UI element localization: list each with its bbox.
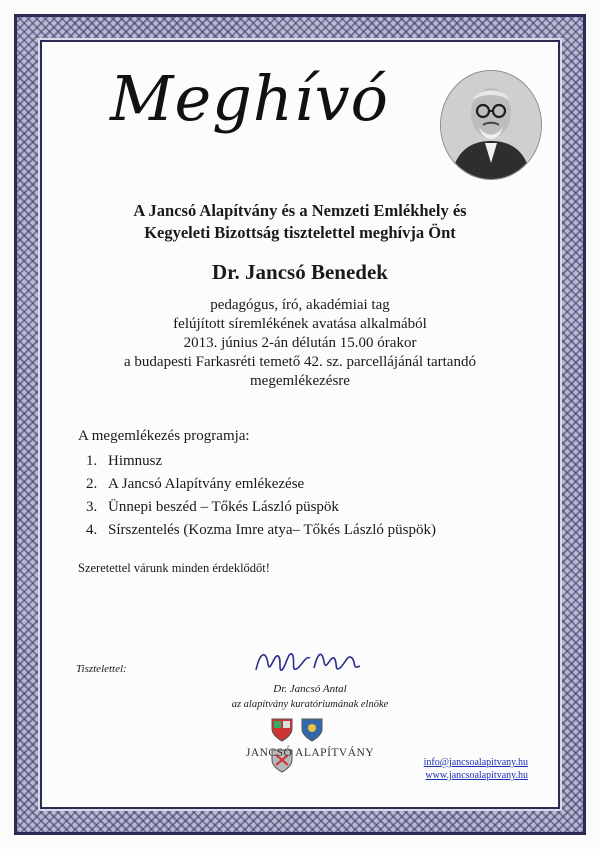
coat-of-arms-row bbox=[270, 716, 350, 742]
portrait-photo bbox=[440, 70, 542, 180]
program-item-text: Sírszentelés (Kozma Imre atya– Tőkés László püspök) bbox=[108, 522, 436, 538]
closing-regards: Tisztelettel: bbox=[76, 663, 127, 675]
heading-line: Kegyeleti Bizottság tisztelettel meghívja Önt bbox=[144, 223, 456, 242]
program-item bbox=[86, 450, 436, 473]
program-item-number: 2. bbox=[86, 476, 98, 492]
program-item-number: 1. bbox=[86, 453, 98, 469]
program-item bbox=[86, 473, 436, 496]
signer-name: Dr. Jancsó Antal bbox=[273, 683, 347, 695]
program-item bbox=[86, 519, 436, 542]
program-item-number: 3. bbox=[86, 499, 98, 515]
invitation-heading bbox=[60, 200, 540, 244]
program-item-text: Ünnepi beszéd – Tőkés László püspök bbox=[108, 499, 339, 515]
event-description bbox=[60, 296, 540, 391]
program-title: A megemlékezés programja: bbox=[78, 428, 250, 444]
crest-icon bbox=[270, 716, 294, 742]
invitation-note: Szeretettel várunk minden érdeklődőt! bbox=[78, 561, 270, 575]
email-link[interactable]: info@jancsoalapitvany.hu bbox=[423, 757, 528, 768]
crest-icon bbox=[300, 716, 324, 742]
program-item-text: Himnusz bbox=[108, 453, 163, 469]
description-line: 2013. június 2-án délután 15.00 órakor bbox=[183, 335, 417, 351]
program-item bbox=[86, 496, 436, 519]
description-line: felújított síremlékének avatása alkalmából bbox=[173, 316, 427, 332]
program-item-number: 4. bbox=[86, 522, 98, 538]
signature-image bbox=[252, 644, 364, 680]
invitation-title: Meghívó bbox=[110, 62, 389, 135]
description-line: a budapesti Farkasréti temető 42. sz. parcellájánál tartandó bbox=[124, 354, 476, 370]
heading-line: A Jancsó Alapítvány és a Nemzeti Emlékhely és bbox=[133, 201, 467, 220]
program-list bbox=[86, 450, 436, 542]
program-item-text: A Jancsó Alapítvány emlékezése bbox=[108, 476, 305, 492]
honoree-name: Dr. Jancsó Benedek bbox=[212, 260, 388, 284]
website-link[interactable]: www.jancsoalapitvany.hu bbox=[425, 770, 528, 781]
description-line: pedagógus, író, akadémiai tag bbox=[210, 297, 390, 313]
contact-info bbox=[400, 756, 528, 782]
foundation-name: JANCSÓ ALAPÍTVÁNY bbox=[245, 747, 375, 759]
signer-role: az alapítvány kuratóriumának elnöke bbox=[231, 699, 389, 710]
description-line: megemlékezésre bbox=[250, 373, 350, 389]
